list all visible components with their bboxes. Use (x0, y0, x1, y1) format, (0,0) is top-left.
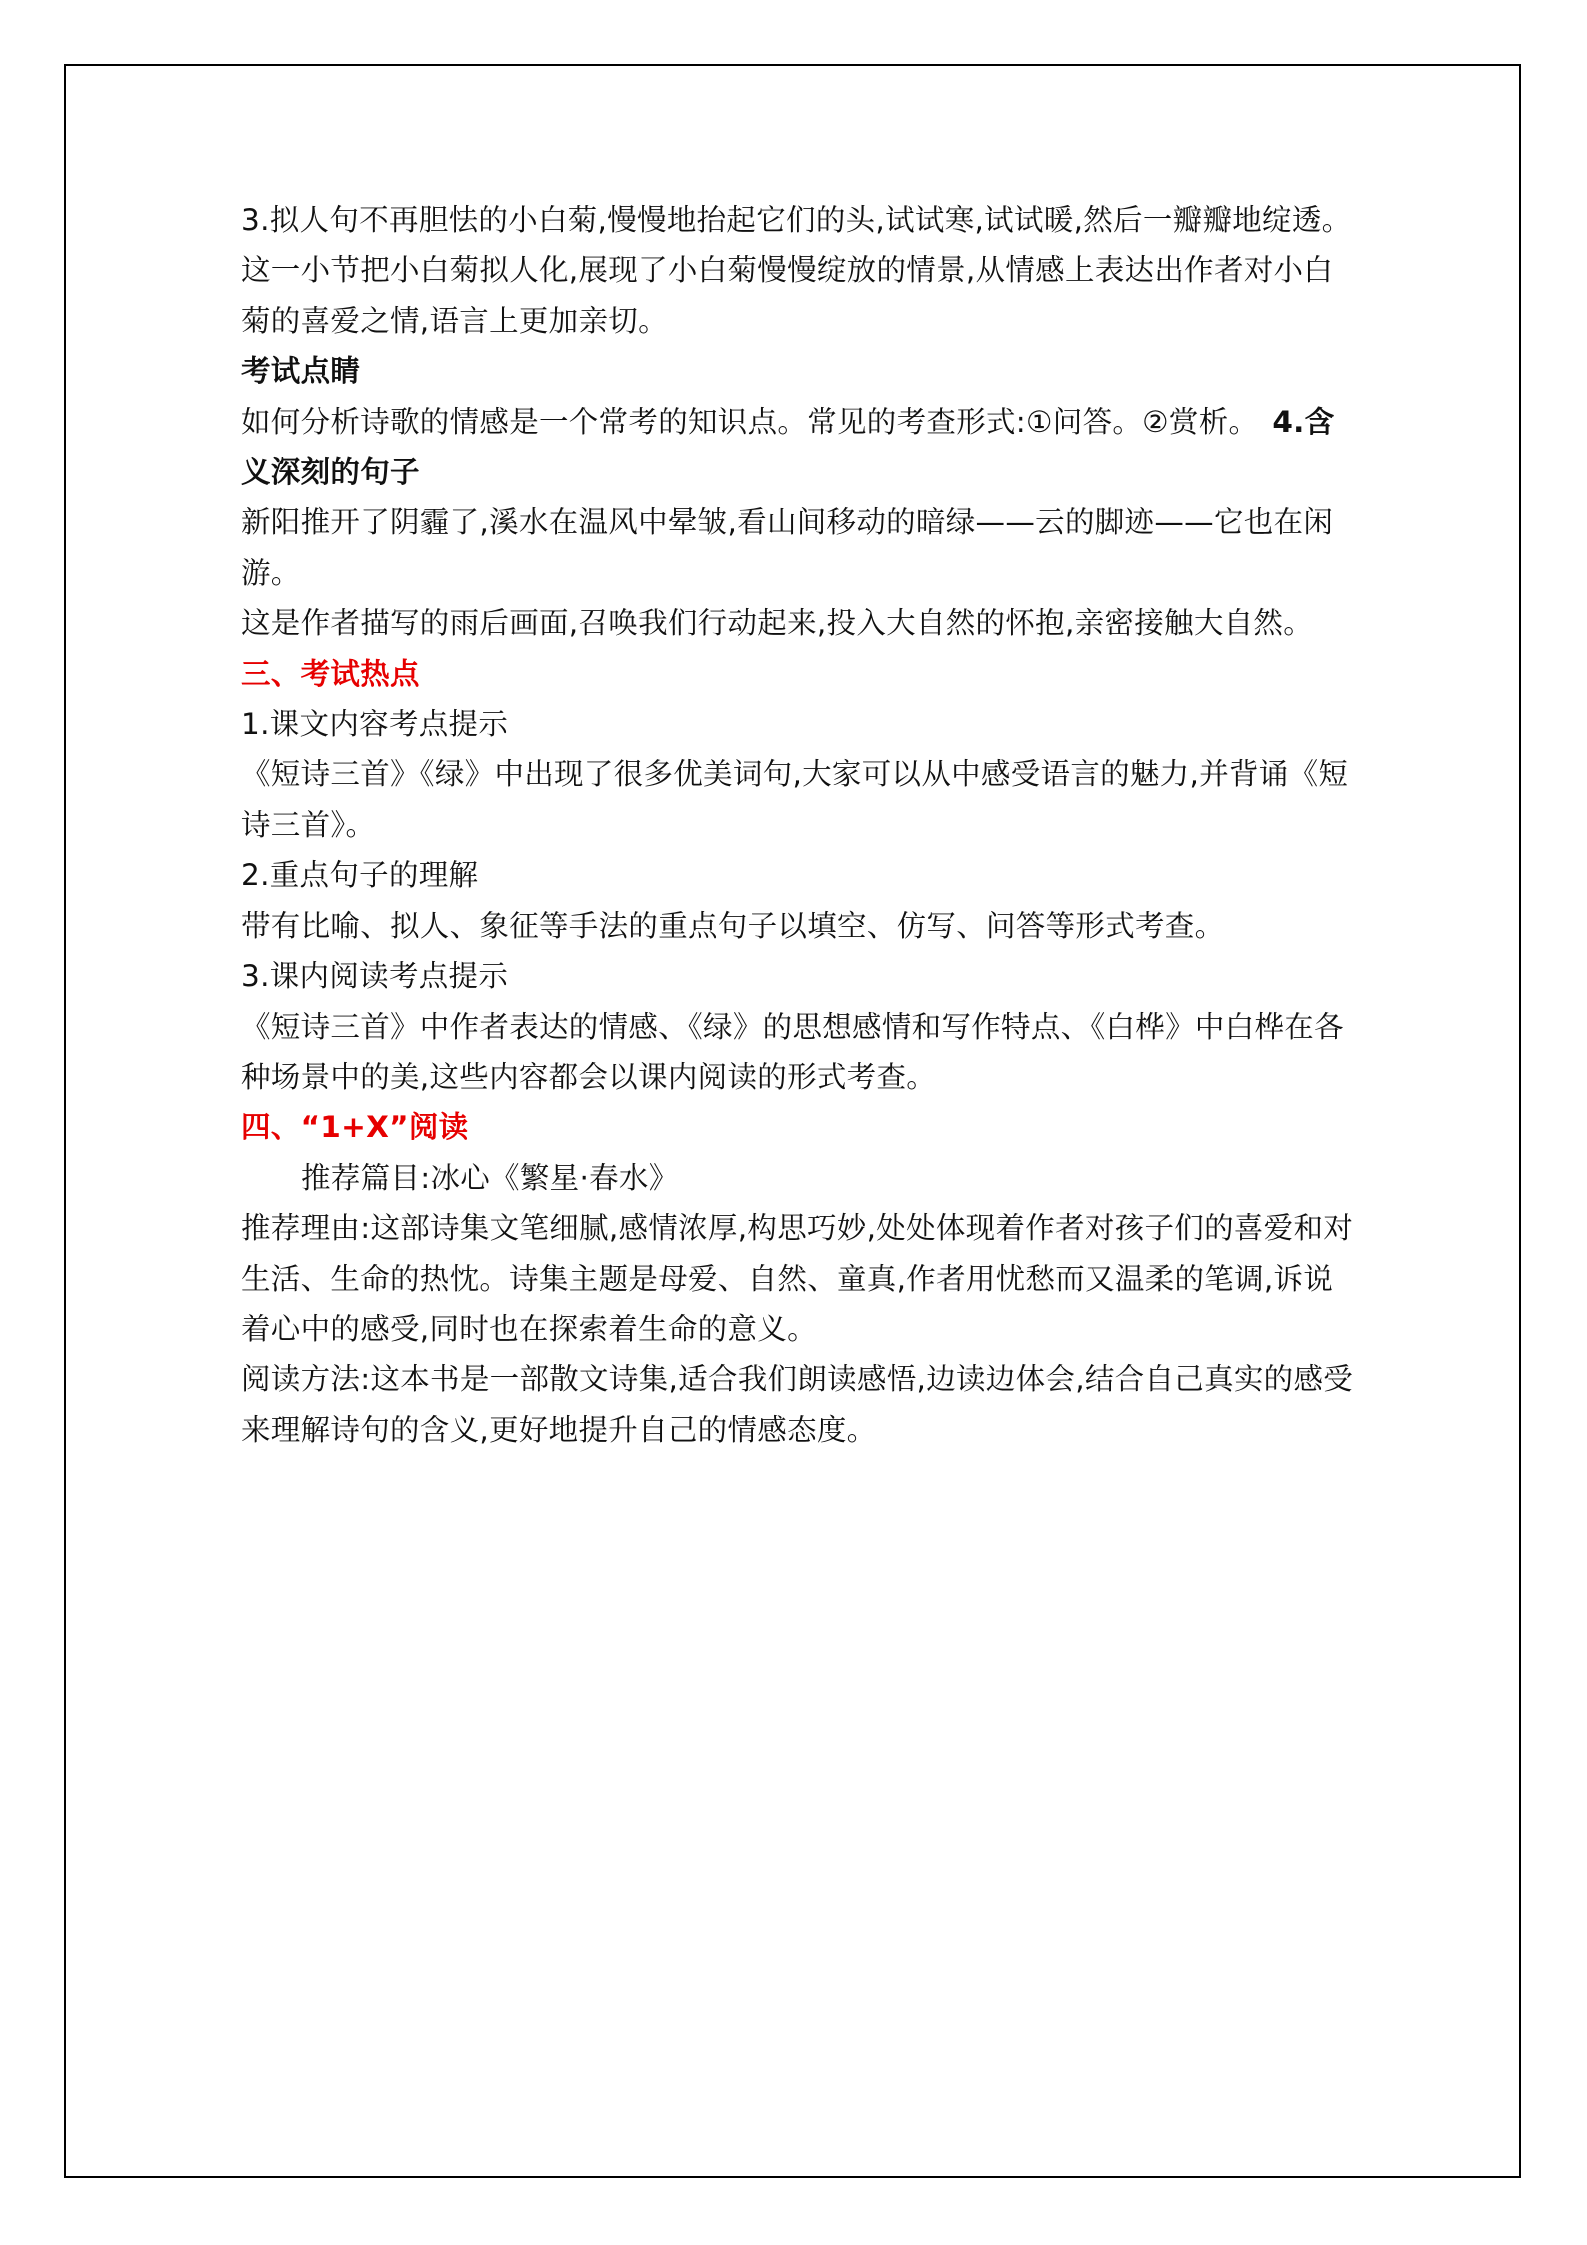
quote-explanation: 这是作者描写的雨后画面,召唤我们行动起来,投入大自然的怀抱,亲密接触大自然。 (241, 606, 1314, 641)
hotspot-item-text: 《短诗三首》中作者表达的情感、《绿》的思想感情和写作特点、《白桦》中白桦在各种场景中的美,这些内容都会以课内阅读的形式考查。 (241, 1009, 1344, 1094)
hotspot-item-text: 《短诗三首》《绿》中出现了很多优美词句,大家可以从中感受语言的魅力,并背诵《短诗三首》。 (241, 757, 1349, 842)
exam-tip-paragraph (241, 397, 1356, 498)
reading-method: 阅读方法:这本书是一部散文诗集,适合我们朗读感悟,边读边体会,结合自己真实的感受来理解诗句的含义,更好地提升自己的情感态度。 (241, 1362, 1354, 1447)
exam-tip-text: 如何分析诗歌的情感是一个常考的知识点。常见的考查形式:①问答。②赏析。 (241, 404, 1259, 439)
hotspot-item-title: 2.重点句子的理解 (241, 858, 479, 893)
hotspot-item-title: 1.课文内容考点提示 (241, 707, 509, 742)
recommended-title: 推荐篇目:冰心《繁星·春水》 (301, 1160, 679, 1195)
meaningful-sentences-title: 4.含义深刻的句子 (241, 404, 1335, 490)
quoted-sentence: 新阳推开了阴霾了,溪水在温风中晕皱,看山间移动的暗绿——云的脚迹——它也在闲游。 (241, 505, 1334, 590)
hotspot-item-title: 3.课内阅读考点提示 (241, 959, 509, 994)
personification-paragraph: 3.拟人句不再胆怯的小白菊,慢慢地抬起它们的头,试试寒,试试暖,然后一瓣瓣地绽透。这一小节把小白菊拟人化,展现了小白菊慢慢绽放的情景,从情感上表达出作者对小白菊的喜爱之情,语言上更加亲切。 (241, 203, 1352, 338)
recommendation-reason: 推荐理由:这部诗集文笔细腻,感情浓厚,构思巧妙,处处体现着作者对孩子们的喜爱和对生活、生命的热忱。诗集主题是母爱、自然、童真,作者用忧愁而又温柔的笔调,诉说着心中的感受,同时也在探索着生命的意义。 (241, 1211, 1354, 1346)
section-heading-1x-reading: 四、“1+X”阅读 (241, 1110, 469, 1145)
section-heading-exam-hotspots: 三、考试热点 (241, 656, 420, 691)
document-body (241, 195, 1356, 1455)
hotspot-item-text: 带有比喻、拟人、象征等手法的重点句子以填空、仿写、问答等形式考查。 (241, 908, 1225, 943)
exam-tip-title: 考试点睛 (241, 354, 361, 389)
